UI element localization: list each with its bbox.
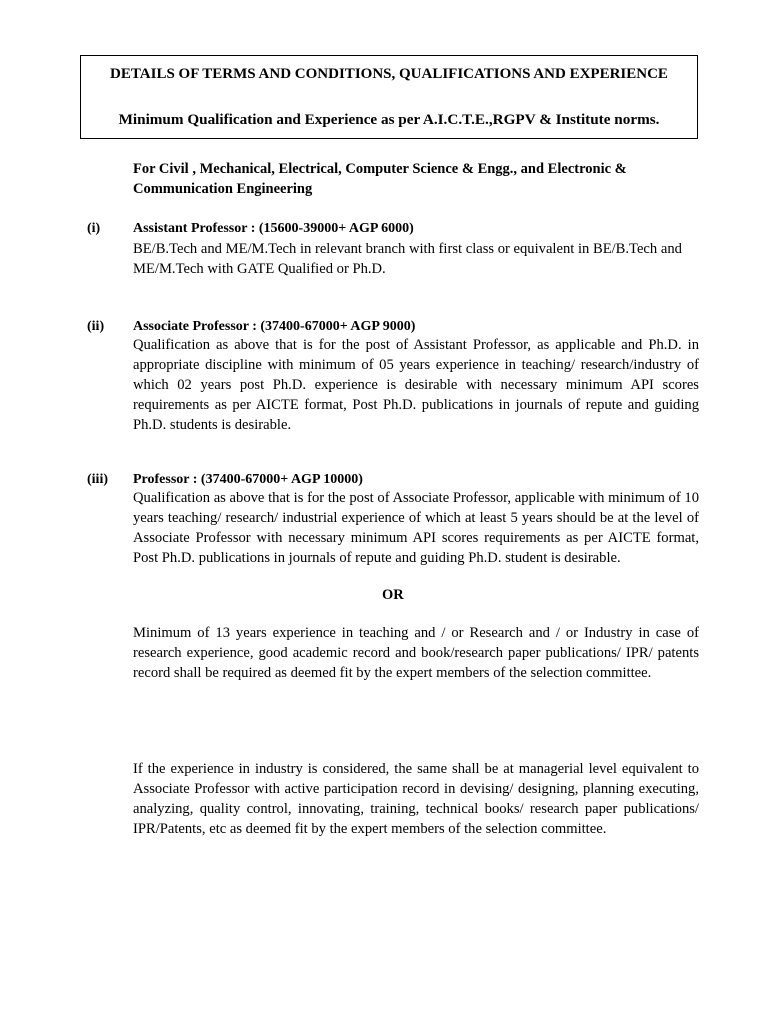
- section-title-assistant-professor: Assistant Professor : (15600-39000+ AGP 6000): [133, 221, 414, 236]
- alternative-qualification-text: Minimum of 13 years experience in teaching and / or Research and / or Industry in case of research experience, good academic record and book/research paper publications/ IPR/ patents record shall be required as deemed fit by the expert members of the selection committee.: [133, 625, 699, 681]
- section-number: (ii): [87, 319, 105, 334]
- or-separator: OR: [382, 587, 404, 603]
- branches-intro: For Civil , Mechanical, Electrical, Computer Science & Engg., and Electronic & Communication Engineering: [133, 161, 627, 197]
- section-title-associate-professor: Associate Professor : (37400-67000+ AGP 9000): [133, 319, 416, 334]
- document-subtitle: Minimum Qualification and Experience as per A.I.C.T.E.,RGPV & Institute norms.: [118, 111, 660, 128]
- section-text-assistant-professor: BE/B.Tech and ME/M.Tech in relevant branch with first class or equivalent in BE/B.Tech and ME/M.Tech with GATE Qualified or Ph.D.: [133, 241, 682, 277]
- section-number: (i): [87, 221, 101, 236]
- header-box: [80, 55, 698, 139]
- section-number: (iii): [87, 472, 108, 487]
- section-text-associate-professor: Qualification as above that is for the post of Assistant Professor, as applicable and Ph.D. in appropriate discipline with minimum of 05 years experience in teaching/ research/industry of which 02 years post Ph.D. experience is desirable with necessary minimum API scores requirements as per AICTE format, Post Ph.D. publications in journals of repute and guiding Ph.D. students is desirable.: [133, 337, 699, 433]
- section-title-professor: Professor : (37400-67000+ AGP 10000): [133, 472, 363, 487]
- industry-experience-text: If the experience in industry is considered, the same shall be at managerial level equivalent to Associate Professor with active participation record in devising/ designing, planning executing, analyzing, quality control, innovating, training, technical books/ research paper publications/ IPR/Patents, etc as deemed fit by the expert members of the selection committee.: [133, 761, 699, 837]
- section-text-professor: Qualification as above that is for the post of Associate Professor, applicable with minimum of 10 years teaching/ research/ industrial experience of which at least 5 years should be at the level of Associate Professor with necessary minimum API scores requirements as per AICTE format, Post Ph.D. publications in journals of repute and guiding Ph.D. student is desirable.: [133, 490, 699, 566]
- document-title: DETAILS OF TERMS AND CONDITIONS, QUALIFICATIONS AND EXPERIENCE: [110, 66, 668, 82]
